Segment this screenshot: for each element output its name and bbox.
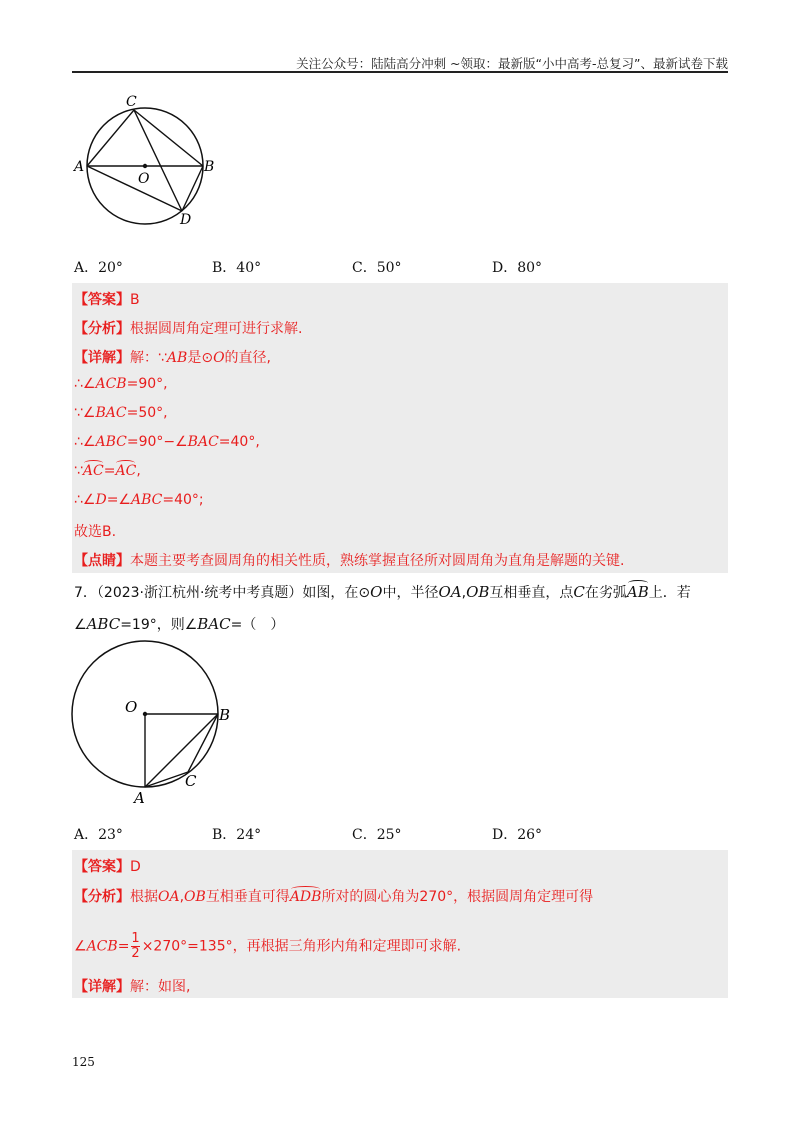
q6-option-d: D．80° <box>492 260 543 276</box>
q6-option-c: C．50° <box>352 260 402 276</box>
fig2-label-a: A <box>134 789 145 807</box>
q7-option-c: C．25° <box>352 827 402 843</box>
q7-answer-box <box>72 850 728 998</box>
q6-option-a: A．20° <box>74 260 123 276</box>
fig2-label-b: B <box>219 706 231 724</box>
q7-question-line2: ∠ABC=19°，则∠BAC=（ ） <box>74 615 285 633</box>
fig2-label-o: O <box>125 698 138 716</box>
figure-circle-oabc <box>64 640 244 810</box>
q7-option-d: D．26° <box>492 827 543 843</box>
q7-analysis-line: 【分析】根据OA,OB互相垂直可得ADB所对的圆心角为270°，根据圆周角定理可得 <box>74 889 594 905</box>
q6-step-abc: ∴∠ABC=90°−∠BAC=40°, <box>74 434 260 450</box>
header-divider <box>72 71 728 73</box>
figure-circle-abcd <box>68 92 228 232</box>
fraction-one-half: $\frac{1}{2}$ <box>131 931 140 961</box>
fig2-label-c: C <box>185 772 197 790</box>
label-b: B <box>204 159 215 175</box>
q6-answer-line: 【答案】B <box>74 292 140 308</box>
q6-answer-box <box>72 283 728 573</box>
q6-comment-line: 【点睛】本题主要考查圆周角的相关性质，熟练掌握直径所对圆周角为直角是解题的关键. <box>74 553 625 569</box>
q7-option-a: A．23° <box>74 827 123 843</box>
q6-step-acb: ∴∠ACB=90°, <box>74 376 168 392</box>
q7-question-line1: 7．（2023·浙江杭州·统考中考真题）如图，在⊙O中，半径OA,OB互相垂直，点C在劣弧AB上．若 <box>74 583 691 601</box>
q6-step-arcs: ∵AC=AC, <box>74 463 141 479</box>
q6-analysis-line: 【分析】根据圆周角定理可进行求解. <box>74 321 303 337</box>
q7-detail-line: 【详解】解：如图, <box>74 979 191 995</box>
q6-detail-line: 【详解】解：∵AB是⊙O的直径, <box>74 350 271 366</box>
page-number: 125 <box>72 1055 95 1069</box>
q7-answer-line: 【答案】D <box>74 859 141 875</box>
page-header: 关注公众号：陆陆高分冲刺 ~领取：最新版“小中高考-总复习”、最新试卷下载 <box>296 56 728 71</box>
label-a: A <box>74 159 85 175</box>
q6-option-b: B．40° <box>212 260 262 276</box>
label-c: C <box>126 94 137 110</box>
q7-formula-line: ∠ACB= $\frac{1}{2}$ ×270°=135°，再根据三角形内角和定理即可求解. <box>74 931 462 961</box>
q7-option-b: B．24° <box>212 827 262 843</box>
q6-conclusion: 故选B. <box>74 524 117 540</box>
q6-step-d: ∴∠D=∠ABC=40°; <box>74 492 204 508</box>
label-o: O <box>138 171 150 187</box>
q6-step-bac: ∵∠BAC=50°, <box>74 405 168 421</box>
label-d: D <box>180 212 192 228</box>
